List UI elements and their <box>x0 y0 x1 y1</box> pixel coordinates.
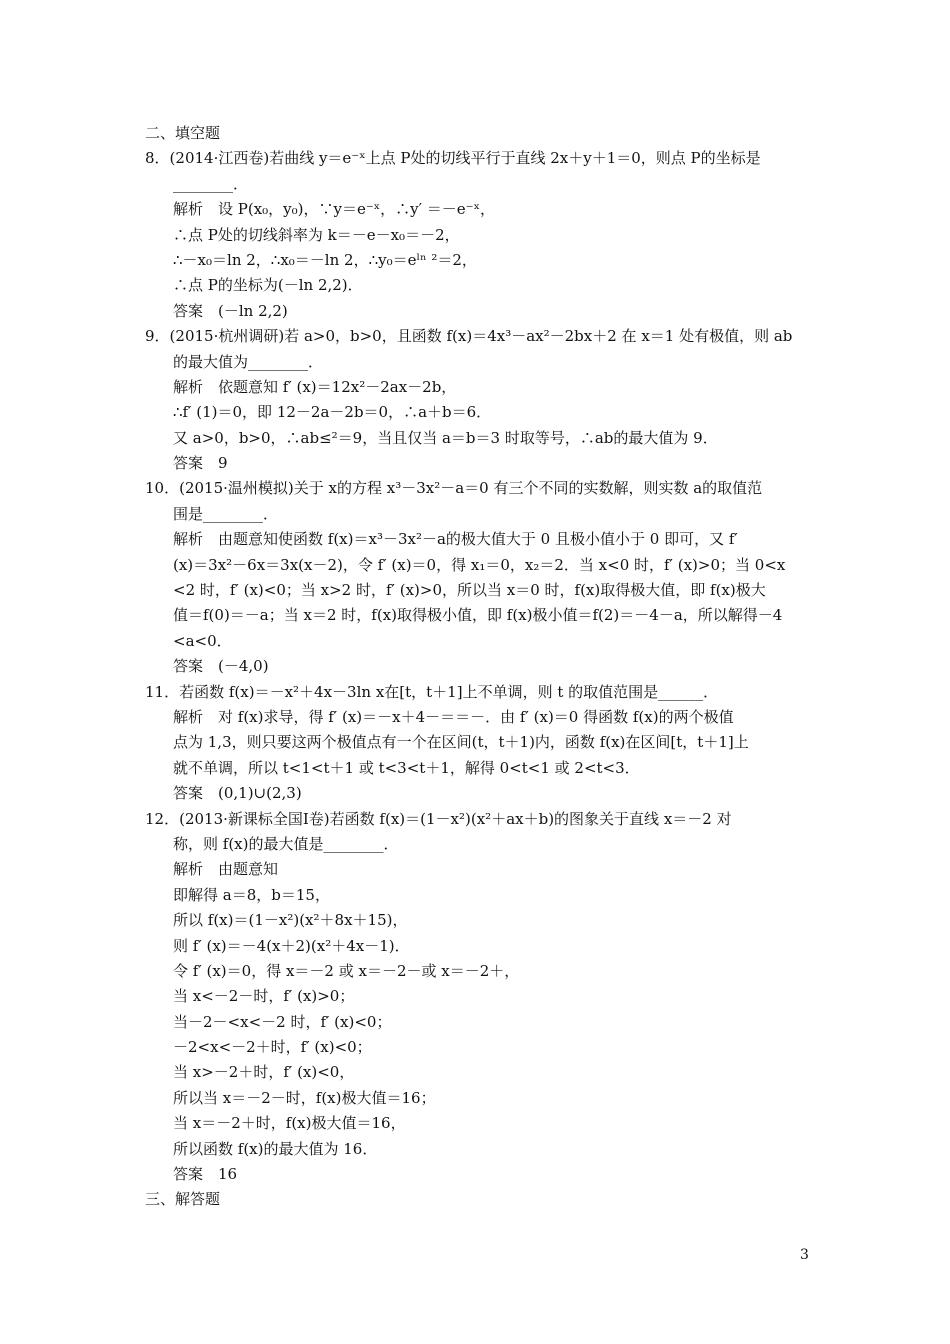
text-line: ________． <box>173 174 249 193</box>
text-line: 称，则 f(x)的最大值是________． <box>173 834 399 853</box>
text-line: 10．(2015·温州模拟)关于 x的方程 x³－3x²－a＝0 有三个不同的实数解，则实数 a的取值范 <box>145 479 763 498</box>
text-line: ∴点 P的坐标为(－ln 2,2)． <box>173 276 363 295</box>
text-line: 所以 f(x)＝(1－x²)(x²＋8x＋15)， <box>173 911 408 930</box>
text-line: 当－2－<x<－2 时，f′ (x)<0； <box>173 1012 392 1031</box>
page-number: 3 <box>800 1247 809 1263</box>
text-line: ∴f′ (1)＝0，即 12－2a－2b＝0，∴a＋b＝6． <box>173 403 492 422</box>
text-line: 的最大值为________． <box>173 352 324 371</box>
text-line: 解析 依题意知 f′ (x)＝12x²－2ax－2b， <box>173 377 457 396</box>
text-line: 答案 (0,1)∪(2,3) <box>173 784 302 803</box>
text-line: 当 x>－2＋时，f′ (x)<0， <box>173 1063 355 1082</box>
text-line: 就不单调，所以 t<1<t＋1 或 t<3<t＋1，解得 0<t<1 或 2<t<3． <box>173 758 640 777</box>
text-line: 令 f′ (x)＝0，得 x＝－2 或 x＝－2－或 x＝－2＋， <box>173 961 520 980</box>
text-line: ∴点 P处的切线斜率为 k＝－e－x₀＝－2， <box>173 225 460 244</box>
text-line: －2<x<－2＋时，f′ (x)<0； <box>173 1038 372 1057</box>
text-line: 解析 对 f(x)求导，得 f′ (x)＝－x＋4－＝＝－．由 f′ (x)＝0 得函数 f(x)的两个极值 <box>173 707 734 726</box>
text-line: 答案 (－ln 2,2) <box>173 301 288 320</box>
text-line: 解析 由题意知使函数 f(x)＝x³－3x²－a的极大值大于 0 且极小值小于 0 即可，又 f′ <box>173 530 738 549</box>
document-body <box>145 121 810 1213</box>
text-line: 又 a>0，b>0，∴ab≤²＝9，当且仅当 a＝b＝3 时取等号，∴ab的最大值为 9． <box>173 428 718 447</box>
text-line: 即解得 a＝8，b＝15， <box>173 885 330 904</box>
text-line: <a<0． <box>173 631 232 650</box>
text-line: ∴－x₀＝ln 2，∴x₀＝－ln 2，∴y₀＝eˡⁿ ²＝2， <box>173 250 477 269</box>
text-line: 所以函数 f(x)的最大值为 16． <box>173 1139 378 1158</box>
text-line: 点为 1,3，则只要这两个极值点有一个在区间(t，t＋1)内，函数 f(x)在区间[t，t＋1]上 <box>173 733 749 752</box>
text-line: 答案 16 <box>173 1165 238 1184</box>
text-line: 解析 设 P(x₀，y₀)，∵y＝e⁻ˣ，∴y′ ＝－e⁻ˣ， <box>173 200 495 219</box>
text-line: 二、填空题 <box>145 124 221 142</box>
text-line: 8．(2014·江西卷)若曲线 y＝e⁻ˣ上点 P处的切线平行于直线 2x＋y＋1＝0，则点 P的坐标是 <box>145 149 761 168</box>
text-line: 则 f′ (x)＝－4(x＋2)(x²＋4x－1)． <box>173 936 410 955</box>
text-line: 当 x＝－2＋时，f(x)极大值＝16， <box>173 1114 406 1133</box>
text-line: 值＝f(0)＝－a；当 x＝2 时，f(x)取得极小值，即 f(x)极小值＝f(2)＝－4－a，所以解得－4 <box>173 606 783 625</box>
text-line: 12．(2013·新课标全国Ⅰ卷)若函数 f(x)＝(1－x²)(x²＋ax＋b)的图象关于直线 x＝－2 对 <box>145 809 732 828</box>
text-line: 围是________． <box>173 504 279 523</box>
text-line: 答案 9 <box>173 454 228 473</box>
text-line: 9．(2015·杭州调研)若 a>0，b>0，且函数 f(x)＝4x³－ax²－2bx＋2 在 x＝1 处有极值，则 ab <box>145 327 793 346</box>
text-line: 所以当 x＝－2－时，f(x)极大值＝16； <box>173 1088 436 1107</box>
text-line: (x)＝3x²－6x＝3x(x－2)，令 f′ (x)＝0，得 x₁＝0，x₂＝2．当 x<0 时，f′ (x)>0；当 0<x <box>173 555 786 574</box>
text-line: 解析 由题意知 <box>173 860 279 879</box>
text-line: 三、解答题 <box>145 1190 221 1209</box>
text-line: 11．若函数 f(x)＝－x²＋4x－3ln x在[t，t＋1]上不单调，则 t 的取值范围是______． <box>145 682 719 701</box>
text-line: 当 x<－2－时，f′ (x)>0； <box>173 987 355 1006</box>
text-line: 答案 (－4,0) <box>173 657 269 676</box>
text-line: <2 时，f′ (x)<0；当 x>2 时，f′ (x)>0，所以当 x＝0 时，f(x)取得极大值，即 f(x)极大 <box>173 581 766 600</box>
